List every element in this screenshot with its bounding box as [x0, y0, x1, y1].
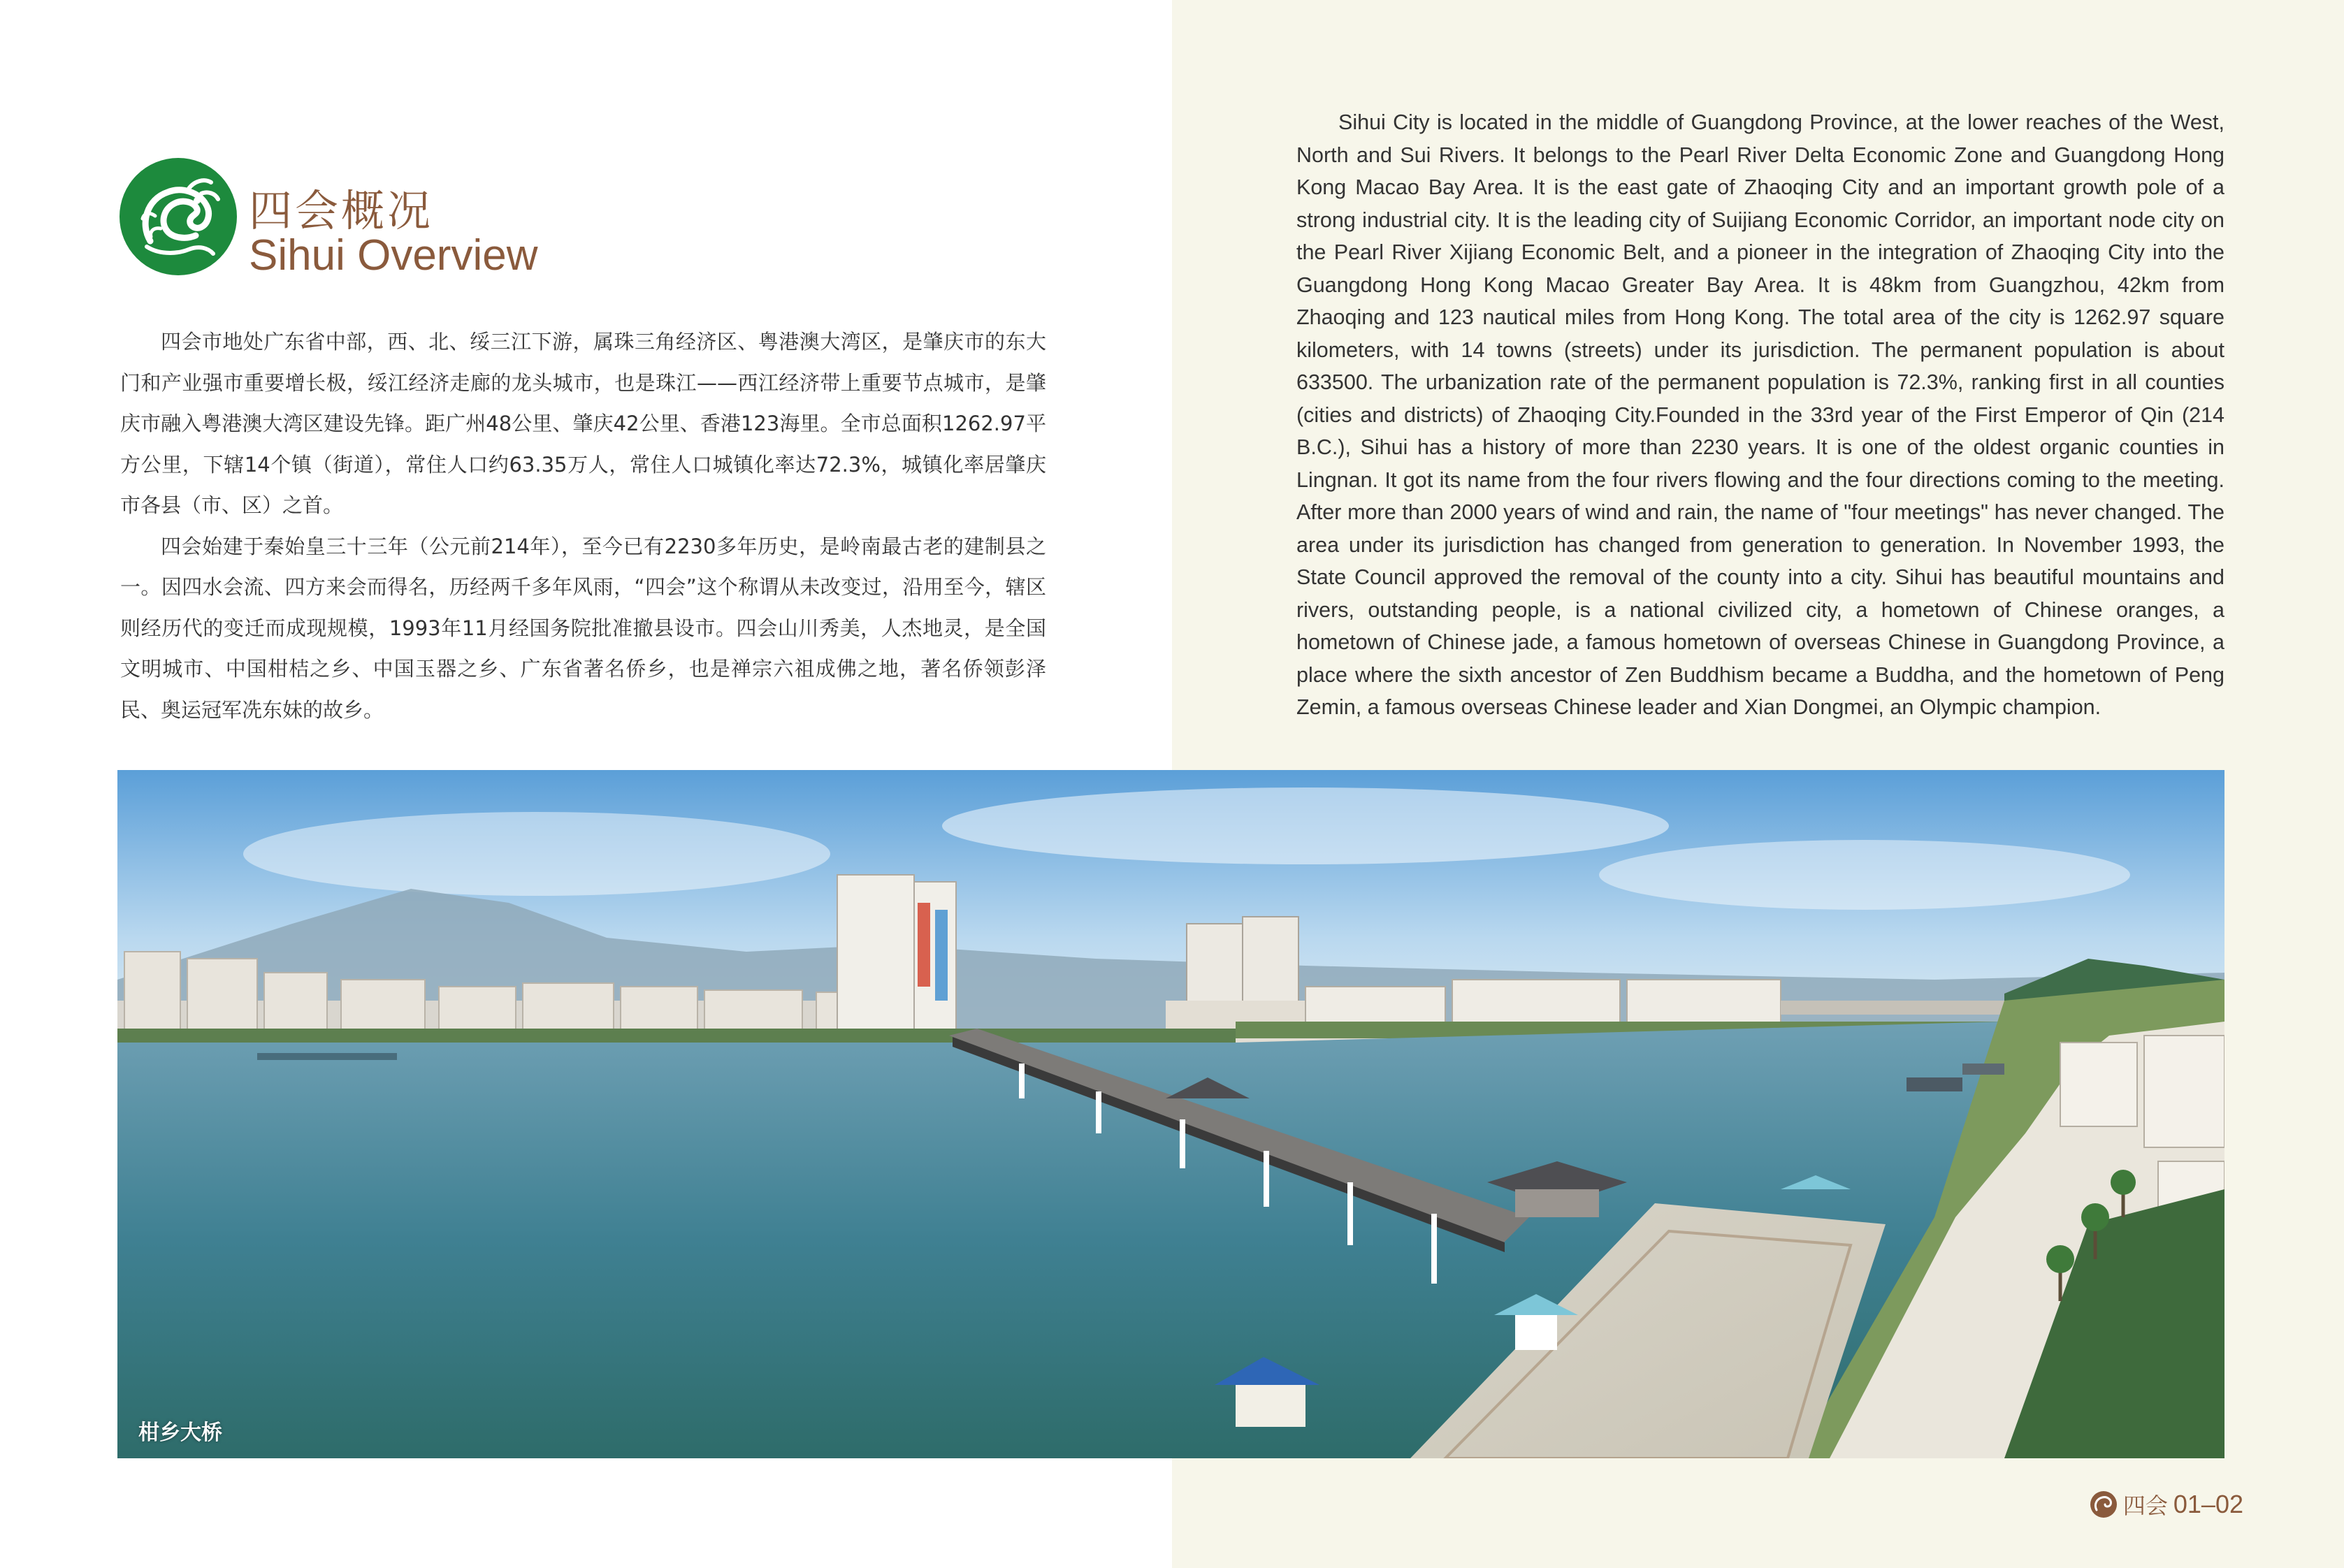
footer-brand: 四会 — [2122, 1493, 2168, 1519]
page-title-cn: 四会概况 — [249, 185, 434, 236]
paragraph-cn-1: 四会市地处广东省中部，西、北、绥三江下游，属珠三角经济区、粤港澳大湾区，是肇庆市的东大门和产业强市重要增长极，绥江经济走廊的龙头城市，也是珠江——西江经济带上重要节点城市，是肇庆市融入粤港澳大湾区建设先锋。距广州48公里、肇庆42公里、香港123海里。全市总面积1262.97平方公里，下辖14个镇（街道），常住人口约63.35万人，常住人口城镇化率达72.3%，城镇化率居肇庆市各县（市、区）之首。 — [120, 330, 1046, 517]
paragraph-cn-2: 四会始建于秦始皇三十三年（公元前214年），至今已有2230多年历史，是岭南最古老的建制县之一。因四水会流、四方来会而得名，历经两千多年风雨，“四会”这个称谓从未改变过，沿用至今，辖区则经历代的变迁而成现规模，1993年11月经国务院批准撤县设市。四会山川秀美，人杰地灵，是全国文明城市、中国柑桔之乡、中国玉器之乡、广东省著名侨乡，也是禅宗六祖成佛之地，著名侨领彭泽民、奥运冠军冼东妹的故乡。 — [120, 534, 1046, 722]
page-number: 01–02 — [2173, 1490, 2243, 1518]
photo-caption: 柑乡大桥 — [138, 1421, 222, 1445]
dragon-emblem-small-icon — [2090, 1490, 2118, 1518]
paragraph-en-1: Sihui City is located in the middle of Guangdong Province, at the lower reaches of the West, North and Sui Rivers. It belongs to the Pearl River Delta Economic Zone and Guangdong Hong Kong Macao Bay Area. It is the east gate of Zhaoqing City and an important growth pole of a strong industrial city. It is the leading city of Suijiang Economic Corridor, an important node city on the Pearl River Xijiang Economic Belt, and a pioneer in the integration of Zhaoqing City into the Guangdong Hong Kong Macao Greater Bay Area. It is 48km from Guangzhou, 42km from Zhaoqing and 123 nautical miles from Hong Kong. The total area of the city is 1262.97 square kilometers, with 14 towns (streets) under its jurisdiction. The permanent population is about 633500. The urbanization rate of the permanent population is 72.3%, ranking first in all counties (cities and districts) of Zhaoqing City.Founded in the 33rd year of the First Emperor of Qin (214 B.C.), Sihui has a history of more than 2230 years. It is one of the oldest organic counties in Lingnan. It got its name from the four rivers flowing and the four directions coming to the meeting. After more than 2000 years of wind and rain, the name of "four meetings" has never changed. The area under its jurisdiction has changed from generation to generation. In November 1993, the State Council approved the removal of the county into a city. Sihui has beautiful mountains and rivers, outstanding people, is a national civilized city, a hometown of Chinese oranges, a hometown of Chinese jade, a famous hometown of overseas Chinese in Guangdong Province, a place where the sixth ancestor of Zen Buddhism became a Buddha, and the hometown of Peng Zemin, a famous overseas Chinese leader and Xian Dongmei, an Olympic champion. — [1296, 110, 2224, 719]
dragon-emblem-icon — [119, 157, 238, 276]
body-text-cn — [120, 321, 1046, 730]
body-text-en — [1296, 106, 2224, 724]
page-title-en: Sihui Overview — [249, 231, 538, 280]
city-river-bridge-panorama — [117, 770, 2224, 1458]
page-footer — [2090, 1488, 2243, 1520]
